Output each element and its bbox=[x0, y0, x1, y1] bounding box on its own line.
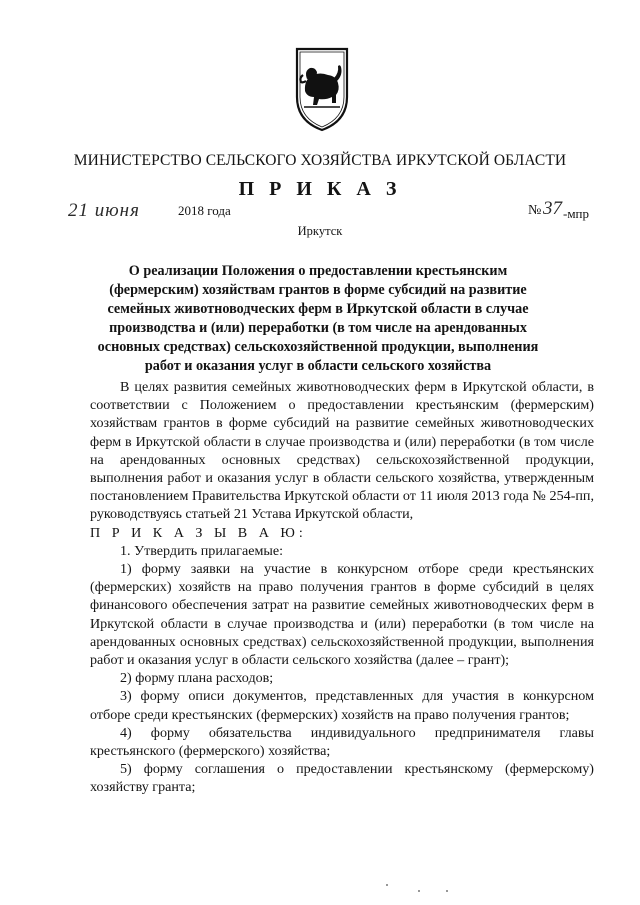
subitem-4: 4) форму обязательства индивидуального предпринимателя главы крестьянского (фермерского) хозяйства; bbox=[90, 724, 594, 760]
subitem-5: 5) форму соглашения о предоставлении крестьянскому (фермерскому) хозяйству гранта; bbox=[90, 761, 594, 796]
city-name: Иркутск bbox=[297, 224, 343, 238]
preamble-paragraph: В целях развития семейных животноводческих ферм в Иркутской области, в соответствии с Положением о предоставлении крестьянским (фермерским) хозяйствам грантов в форме субсидий на развитие семейных животноводческих ферм в Иркутской области в случае производства и (или) переработки (в том числе на арендованных основных средствах) сельскохозяйственной продукции, выполнения работ и оказания услуг в области сельского хозяйства, утвержденным постановлением Правительства Иркутской области от 11 июля 2013 года № 254-пп, руководствуясь статьей 21 Устава Иркутской области, bbox=[90, 379, 594, 523]
coat-of-arms-emblem bbox=[293, 45, 351, 133]
date-year: 2018 года bbox=[178, 203, 231, 218]
scan-speck bbox=[446, 890, 448, 892]
subitem-1: 1) форму заявки на участие в конкурсном отборе среди крестьянских (фермерских) хозяйств на право получения грантов в форме субсидий в целях финансового обеспечения затрат на развитие семейных животноводческих ферм в Иркутской области в случае производства и (или) переработки (в том числе на арендованных основных средствах) сельскохозяйственной продукции, выполнения работ и оказания услуг в области сельского хозяйства (далее – грант); bbox=[90, 561, 594, 669]
ministry-name: МИНИСТЕРСТВО СЕЛЬСКОГО ХОЗЯЙСТВА ИРКУТСКОЙ ОБЛАСТИ bbox=[73, 152, 567, 169]
subitem-2: 2) форму плана расходов; bbox=[120, 670, 274, 687]
order-number-suffix: -мпр bbox=[563, 206, 590, 221]
document-type-title: П Р И К А З bbox=[238, 178, 402, 200]
number-sign: № bbox=[528, 203, 542, 218]
scan-speck bbox=[386, 884, 388, 886]
handwritten-date: 21 июня bbox=[68, 200, 140, 221]
subitem-3: 3) форму описи документов, представленных для участия в конкурсном отборе среди крестьянских (фермерских) хозяйств на право получения грантов; bbox=[90, 688, 594, 723]
handwritten-order-number: 37 bbox=[543, 198, 562, 219]
scan-speck bbox=[418, 890, 420, 892]
order-body bbox=[90, 378, 594, 797]
order-command: П Р И К А З Ы В А Ю: bbox=[90, 524, 307, 541]
order-heading: О реализации Положения о предоставлении крестьянским (фермерским) хозяйствам грантов в форме субсидий на развитие семейных животноводческих ферм в Иркутской области в случае производства и (или) переработки (в том числе на арендованных основных средствах) сельскохозяйственной продукции, выполнения работ и оказания услуг в области сельского хозяйства bbox=[97, 263, 539, 374]
item-1: 1. Утвердить прилагаемые: bbox=[120, 542, 284, 559]
